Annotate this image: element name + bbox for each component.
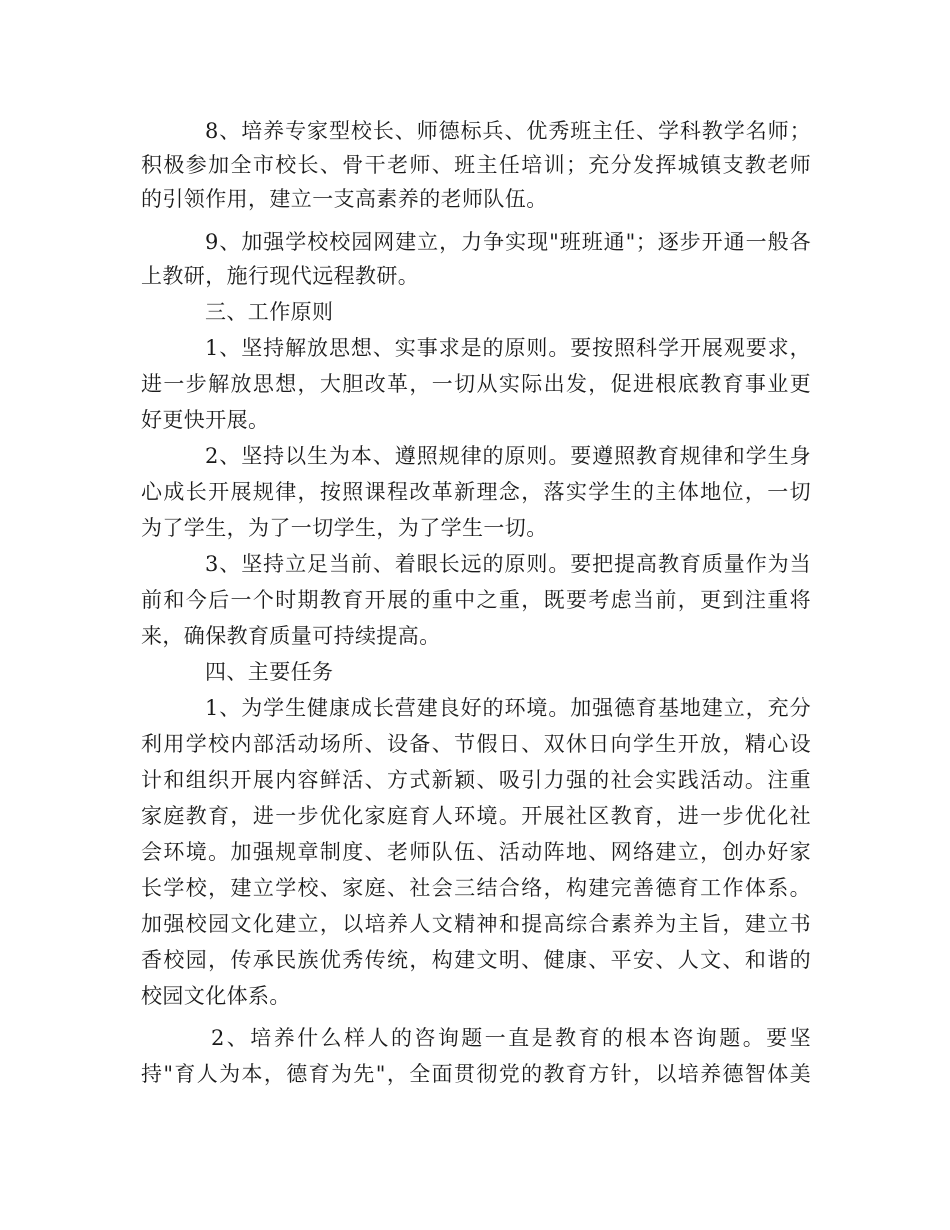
task-2-line-2: 持"育人为本，德育为先"，全面贯彻党的教育方针，以培养德智体美	[141, 1062, 811, 1086]
principle-2-line-1: 2、坚持以生为本、遵照规律的原则。要遵照教育规律和学生身	[205, 444, 811, 468]
principle-2-line-3: 为了学生，为了一切学生，为了学生一切。	[141, 516, 548, 540]
task-1-line-4: 家庭教育，进一步优化家庭育人环境。开展社区教育，进一步优化社	[141, 804, 811, 828]
paragraph-8-line-3: 的引领作用，建立一支高素养的老师队伍。	[141, 187, 548, 211]
section-heading-principles: 三、工作原则	[205, 300, 334, 324]
task-1-line-9: 校园文化体系。	[141, 984, 291, 1008]
principle-1-line-3: 好更快开展。	[141, 408, 270, 432]
task-1-line-1: 1、为学生健康成长营建良好的环境。加强德育基地建立，充分	[205, 696, 811, 720]
paragraph-9-line-1: 9、加强学校校园网建立，力争实现"班班通"；逐步开通一般各	[205, 230, 811, 254]
paragraph-8-line-2: 积极参加全市校长、骨干老师、班主任培训；充分发挥城镇支教老师	[141, 153, 811, 177]
paragraph-9-line-2: 上教研，施行现代远程教研。	[141, 264, 420, 288]
task-1-line-3: 计和组织开展内容鲜活、方式新颖、吸引力强的社会实践活动。注重	[141, 768, 811, 792]
principle-1-line-1: 1、坚持解放思想、实事求是的原则。要按照科学开展观要求，	[205, 336, 811, 360]
principle-3-line-1: 3、坚持立足当前、着眼长远的原则。要把提高教育质量作为当	[205, 552, 811, 576]
principle-3-line-3: 来，确保教育质量可持续提高。	[141, 624, 441, 648]
task-1-line-2: 利用学校内部活动场所、设备、节假日、双休日向学生开放，精心设	[141, 732, 811, 756]
task-1-line-5: 会环境。加强规章制度、老师队伍、活动阵地、网络建立，创办好家	[141, 840, 811, 864]
task-1-line-7: 加强校园文化建立，以培养人文精神和提高综合素养为主旨，建立书	[141, 912, 811, 936]
section-heading-tasks: 四、主要任务	[205, 660, 334, 684]
task-1-line-6: 长学校，建立学校、家庭、社会三结合络，构建完善德育工作体系。	[141, 876, 811, 900]
principle-2-line-2: 心成长开展规律，按照课程改革新理念，落实学生的主体地位，一切	[141, 480, 811, 504]
paragraph-8-line-1: 8、培养专家型校长、师德标兵、优秀班主任、学科教学名师；	[205, 119, 811, 143]
task-1-line-8: 香校园，传承民族优秀传统，构建文明、健康、平安、人文、和谐的	[141, 948, 811, 972]
principle-3-line-2: 前和今后一个时期教育开展的重中之重，既要考虑当前，更到注重将	[141, 588, 811, 612]
task-2-line-1: 2、培养什么样人的咨询题一直是教育的根本咨询题。要坚	[211, 1026, 811, 1050]
principle-1-line-2: 进一步解放思想，大胆改革，一切从实际出发，促进根底教育事业更	[141, 372, 811, 396]
